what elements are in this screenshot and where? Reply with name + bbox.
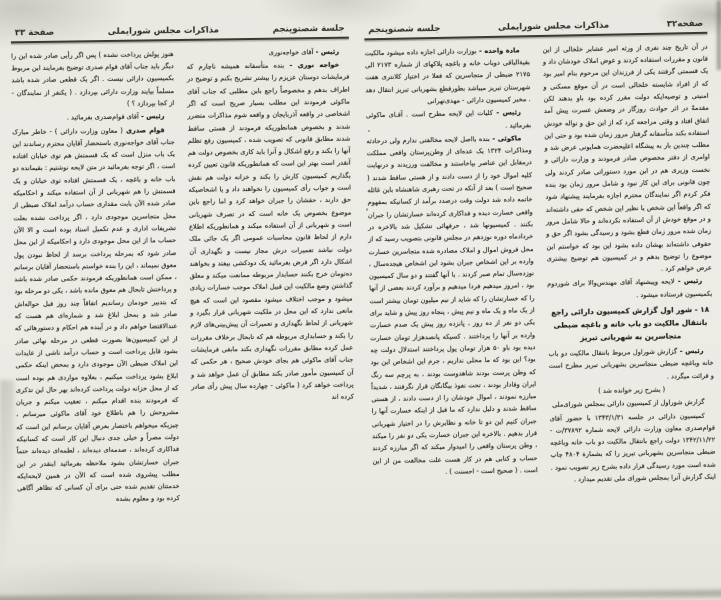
speaker-name: قوام صدری (122, 125, 165, 135)
page-number: صفحه٣٢ (666, 18, 704, 30)
speaker-name: مادة واحده - (476, 46, 520, 55)
paragraph: رئیس - کلیات این لایحه مطرح است . آقـای ماکوئی بفرمائید . (365, 108, 532, 130)
column-right (543, 41, 716, 488)
paragraph: قوام صدری ( معاون وزارت دارائی ) - خاطر مبارک جناب آقای خواجه‌نوری باستحضار آقایان محترم رساندند این یک باب منزل است که یک قسمتش هم توی خیابان افتاده است ، اگر توجه بفرمائید در متن لایحه نوشتیم : بقیمانده دو باب خانه و باغچه ، یک قسمتش افتاده توی خیابان و یک قسمتش را هم شهربانی از آن استفاده میکند و احکامیکه صادر شده الآن بابت مقداری حساب درآمد املاک ضبطی از محل متجاسرین موجودی دارد ، اگر پرداخت نشده بعلت تشریفات اداری و عدم تکمیل اسناد بوده است و الا الآن حساب ما از این محل موجودی دارد و احکامیکه از این محل صادر شود که بمرحله پرداخت برسد از لحاظ نبودن پول معوق نمیماند ، این را بنده خواستم باستحضار آقایان برسانم ، ممکن است همانطوریکه فرمودند حکمی صادر شده باشد و پرداختش تابحال هم معوق مانده باشد ، یکی دو مرحله بود که بتدبیر خودمان رساندیم اتفاقاً چند روز قبل حواله‌اش صادر شد و بمحل ابلاغ شد و شماره‌ای هم هست که عندالاقتضا خواهم داد و در آینده هم احکام و دستورهائی که از این کمیسیون‌ها بصورت قطعی در مرحله نهائی صادر بشود قابل پرداخت است و حساب درآمد ناشی از عایدات این املاک ضبطی الآن موجودی دارد و بمحض اینکه حکمی ابلاغ بشود پرداخت میکنیم ، بعلاوه مواردی هم بوده است که از محل خزانه دولت پرداخت کرده‌اند بهر حال این تذکری که فرمودند بنده اقدام میکنم ، تعقیب میکنم و جریان مشروحش را هم باطلاع خود آقای ماکوئی میرسانم ، چیزیکه میخواهم باختصار بعرض آقایان برسانم این است که دولت مصراً و خیلی جدی دنبال این کار است که کسانیکه فداکاری کرده‌اند ، صدمه‌ای دیده‌اند ، لطمه‌ای دیده‌اند حتماً جبران خسارتشان بشود ملاحظه بفرمائید اینقدر در این مطلب پیشروی شده است که الآن در همین لایحه‌ایکه خدمتتان تقدیم شده حتی برای آن کسانی که تظاهر آگاهی کرده بود و معلوم بشده (12, 125, 180, 504)
paragraph: رئیس - گزارش شوراول مربوط بانتقال مالکیت دو باب خانه وباغچه ضبطی متجاسرین بشهربانی تبریز مطرح است و قرائت میگردد . (548, 346, 715, 381)
paragraph: ( بشرح زیر خوانده شد ) (598, 385, 666, 395)
speaker-name: رئیس - (138, 112, 165, 121)
paragraph: رئیس - آقای خواجه‌نوری (268, 47, 340, 57)
paragraph: خواجه نوری - بنده متأسفانه همیشه ناچارم که فرمایشات دوستان عزیزم را بیشتر تشریح بکنم و توضیح در اطراف بدهم و مخصوصاً راجع باین مطلبی که جناب آقای ماکوئی فرمودند این مطلب بسیار صریح است که اگر اشخاصی در واقعه آذربایجان و واقعه شوم مذاکرات متضرر شدند و بخصوص همانطوریکه فرمودند از هستی ساقط شدند مطابق قانونی که تصویب شده ، کمیسیون رفع تظلم آنها را بکند و رفع اشکال و آنرا باید کاری بخصوص دولت هم آنقدر است بهتر این است که همانطوریکه قانون تعیین کرده بگذاریم کمیسیون کارش را بکند و خزانه دولت هم نقش است و جواب رأی کمیسیون را نخواهند داد و یا اشخاصیکه حق دارند ، حقشان را جبران خواهد کرد و اما راجع باین موضوع بخصوص یک خانه است که در تصرف شهربانی است و شهربانی از آن استفاده میکند و همانطوریکه اطلاع دارم از لحاظ قانون محاسبات عمومی اگر یک جائی ملک دولت نباشد تعمیرات درش مجاز نیست و نگهداری آن اشکال دارد اگر فرض بفرمائید یک دودکشی بیفتد و بخواهند ده‌تومان خرج بکنند حسابدار مربوطه ممانعت میکند و معلق گذاشتن وضع مالکیت این قبیل املاک موجب خسارات زیادی میشود و موجب اختلاف میشود مقصود این است که هیچ مانعی ندارد که این محل در ملکیت شهربانی قرار بگیرد و شهربانی از لحاظ نگهداری و تعمیرات آن پیش‌بینی‌های لازم را بکند و حسابداری مربوطه هم که تابحال برخلاف مقررات عمل کرده مطابق مقررات نگهداری بکند مابقی فرمایشات جناب آقای ماکوئی هم بجای خودش صحیح ، هر حکمی که آن کمیسیون مأمور صادر بکند مطابق آن عمل خواهد شد و پرداخت خواهد کرد ( ماکوئی - چهارده سال پیش رأی صادر کرده اند (186, 60, 354, 402)
scan-speck (366, 208, 368, 211)
speaker-name: ماکوئی - (489, 134, 522, 143)
paragraph: ماکوئی - بنده بااصل لایحه مخالفتی ندارم ولی درحادثه ومذاکرات ۱۳۲۴ یک عده‌ای از وطن‌پرستان واقعی مملکت درمقابل این عناصر بپاخاستند و مخالفت ورزیدند و درنهایت کلیه اموال خود را از دست دادند و از هستی ساقط شدند ( صحیح است ) بعد از آنکه در تحت رهبری شاهنشاه باین غائله خاتمه داده شد دولت وقت درصدد برآمد از کسانیکه بمفهوم واقعی خسارت دیده و فداکاری کرده‌اند خسارتشان را جبران بکنند . کمیسیونها شد ، حرفهائی تشکیل شد بالاخره در خردادماه دوره نوزدهم در مجلس قانونی بتصویب رسید که از محل فروش اموال و املاک مصادره شده متجاسرین خسارت وارده بر این اشخاص جبران بشود این اشخاص هیجده‌سال ، نوزده‌سال تمام صبر کردند . با آنها گفتند و دو سال کمیسیون بود ، امروز میدهیم فردا میدهیم و برآورد کردند بعضی از آنها را که خسارتشان را که شاید از نیم میلیون تومان بیشتر است از یک ماه و یک ماه و نیم پیش ، پنجاه روز پیش و شاید برای یکی دو نفر از ده روز ، پانزده روز پیش یک صدم خسارت وارده بر آنها را پرداختند . کسیکه پانصدهزار تومان خسارت دیده بود باو ۵۰ هزار تومان پول پرداختند استدلال دولت چه بود؟ این بود که ما محلی نداریم ، جرم این اشخاص این بود که وطن پرست بودند شاهدوست بودند ، به پرچم سه رنگ ایران وفادار بودند ، تحت نفوذ بیگانگان قرار نگرفتند ، شدیداً مبارزه نمودند ، اموال خودشان را از دست دادند ، از هستی ساقط شدند و دلیل ندارد که ما قبل از اینکه خسارت آنها را جبران کنیم این دو تا خانه و نظایرش را در اختیار شهربانی قرار بدهیم . بالاخره این جبران خسارت یکی دو نفر را میکند ، وطن پرستان واقعی را امیدوار میکند که اگر مبارزه کردند حساب و کتابی هم در کار هست علت مخالفت من از این است . ( صحیح است - احسنت ) . (366, 134, 538, 476)
column-right (186, 45, 355, 505)
speaker-name: رئیس - (677, 346, 704, 356)
paragraph: گزارش شوراول از کمیسیون دارائی بمجلس شورای‌ملی (552, 398, 705, 410)
scan-edge-mark (717, 0, 721, 70)
paragraph: رئیس - لایحه وپیشنهاد آقای مهندس‌والا برای شوردوم بکمیسیون فرستاده میشود . (547, 277, 713, 299)
page-number: صفحة ٣٣ (14, 27, 55, 39)
text-columns (11, 45, 355, 508)
section-heading: ۱۸ - شور اول گزارش کمیسیون دارائی راجع بانتقال مالکیت دو باب خانه و باغچه ضبطی متجاسرین به شهربانی تبریز (551, 304, 710, 343)
scan-speck (368, 130, 370, 132)
right-page (356, 0, 721, 600)
paragraph: هنوز پولش پرداخت نشده ) پس اگر رأیی صادر شده این را دیگر باید جناب آقای قوام صدری توضیح بفرمایند این مربوط بکمیسیون دارائی نیست . اگر یک قطعی صادر شده باشد مسلماً بیایند وزارت دارائی بپردازد . ( یکنفر از نمایندگان - از کجا بپردازد ؟ ) (11, 49, 175, 108)
paragraph: در آن تاریخ چند نفری از ورثه امیر عشایر خلخالی از این قانون و مقررات استفاده کردند و عوض املاک خودشان داد و یک قسمتی گرفتند یکی از فرزندان این مرحوم بنام امیر بود که از افراد شایسته خلخالی است در آن موقع مسکنی و امنیتی و توصیه‌ایکه دولت مقرر کرده بود باو بدهند لکن مقدمةً در اثر حوادث روزگار در وضعش عسرت پیش آمد اتفاق افتاد و وقتی مراجعه کرد که از این حق و نواله خودش استفاده بکند متأسفانه گرفتار مرور زمان شده بود و حتی این مطلب چندین بار به پیشگاه اعلیحضرت همایونی عرض شد و اوامری از دفتر مخصوص صادر فرمودند و وزارت دارائی و نخست وزیری هم در این مورد دستوراتی صادر کردند ولی چون قانونی برای این کار نبود و شامل مرور زمان بود بنده فکر کردم اگر نمایندگان محترم اجازه بفرمایند پیشنهاد شود که اگر واقعاً این شخص یا نظیر این شخص که حقی داشته‌اند و در موقع خودش از آن استفاده نکرده‌اند و حالا شامل مرور زمان شده مرور زمان قطع بشود و رسیدگی بشود اگر حق و حقوقی داشته‌اند بهشان داده بشود این بود که خواستم این موضوع را توضیح بدهم و در کمیسیون هم توضیح بیشتری عرض خواهم کرد . (542, 42, 712, 273)
paragraph: مادة واحده - بوزارت دارائی اجازه داده میشود مالکیت بقیةالباقی دوباب خانه و باغچه پلاکهای از شماره ۲۱۷۳ الی ۲۱۷۵ ضبطی از متجاسرین که فعلا در اختیار کلانتری هفت شهرستان تبریز میباشد بطورقطع بشهربانی تبریز انتقال دهد . مخبر کمیسیون دارائی - مهدی‌تهرانی (364, 46, 531, 106)
journal-title: مذاکرات مجلس شورایملی (107, 25, 220, 37)
speaker-name: خواجه نوری - (284, 60, 340, 70)
paragraph: کمیسیون دارائی در جلسه ۱۳۴۳/۱/۳۱ با حضور آقای قوام‌صدری معاون وزارت دارائی لایحه شماره ۳۷۸۹۲/ت - ۱۳۴۲/۱۱/۲۲ دولت راجع بانتقال مالکیت دو باب خانه وباغچه ضبطی متجاسرین بشهربانی تبریز را که بشمارة ۴۸۰۴ چاپ شده است مورد رسیدگی قرار داده بشرح زیر تصویب نمود . اینک گزارش آنرا بمجلس شورای ملی تقدیم میدارد . (549, 411, 716, 484)
speaker-name: رئیس - (674, 277, 703, 286)
session-label: جلسه شصتوپنجم (368, 23, 441, 36)
column-left (365, 44, 538, 491)
speaker-name: رئیس - (492, 108, 521, 118)
session-label: جلسة شصتوپنجم (272, 23, 345, 35)
paragraph: رئیس - آقای قوام‌صدری بفرمائید . (66, 112, 165, 122)
text-columns (365, 41, 716, 491)
column-left (11, 48, 180, 508)
scan-crease (0, 380, 14, 600)
speaker-name: رئیس - (313, 47, 340, 56)
journal-title: مذاکرات مجلس شورایملی (497, 20, 610, 33)
